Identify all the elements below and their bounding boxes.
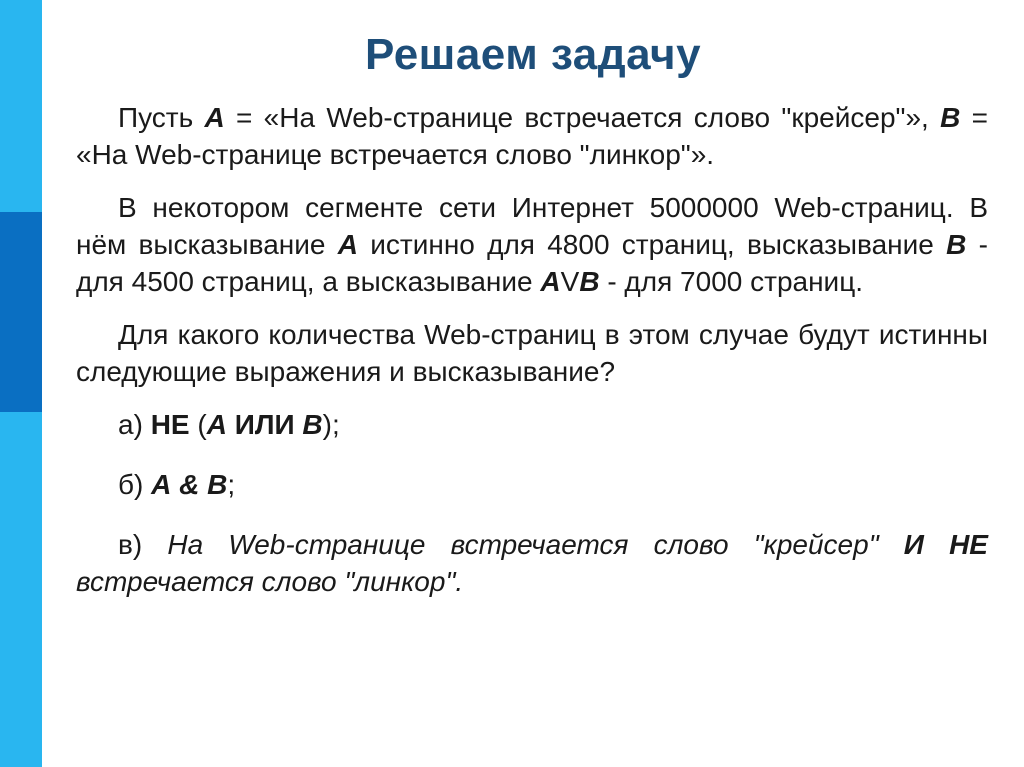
text: = «На Web-странице встречается слово "линкор"». [76,102,988,170]
or-operator: ИЛИ [226,409,303,440]
var-b: В [946,229,967,260]
var-a: А [204,102,225,133]
text: В некотором сегменте сети Интернет 5000000 Web-страниц. В нём высказывание [76,192,988,260]
text: На Web-странице встречается слово "крейсер" [167,529,904,560]
var-a: А [206,409,227,440]
side-accent-bar [0,0,42,767]
var-b: В [302,409,323,440]
or-operator: V [560,266,580,297]
var-a: А [337,229,358,260]
text: Для какого количества Web-страниц в этом случае будут истинны следующие выражения и высказывание? [76,319,988,387]
item-prefix: а) [118,409,151,440]
var-b: В [579,266,600,297]
text: Пусть [118,102,205,133]
and-not-operator: И НЕ [903,529,988,560]
var-a: А [540,266,561,297]
task-item-b [76,466,988,503]
side-bar-middle-segment [0,212,42,412]
paragraph-definitions [76,99,988,173]
not-operator: НЕ [150,409,190,440]
side-bar-bottom-segment [0,412,42,767]
text: ); [322,409,340,440]
item-prefix: в) [118,529,168,560]
item-prefix: б) [118,469,152,500]
var-b: В [940,102,961,133]
text: истинно для 4800 страниц, высказывание [357,229,947,260]
text: встречается слово "линкор". [76,566,464,597]
and-expression: А & В [151,469,228,500]
slide-title: Решаем задачу [364,30,702,79]
slide-content [76,99,988,600]
text: - для 4500 страниц, а высказывание [76,229,988,297]
text: = «На Web-странице встречается слово "крейсер"», [224,102,941,133]
text: ( [189,409,207,440]
text: ; [227,469,236,500]
task-item-a [76,406,988,443]
text: - для 7000 страниц. [599,266,864,297]
paragraph-question [76,316,988,390]
paragraph-conditions [76,189,988,300]
task-item-c [76,526,988,600]
side-bar-top-segment [0,0,42,212]
